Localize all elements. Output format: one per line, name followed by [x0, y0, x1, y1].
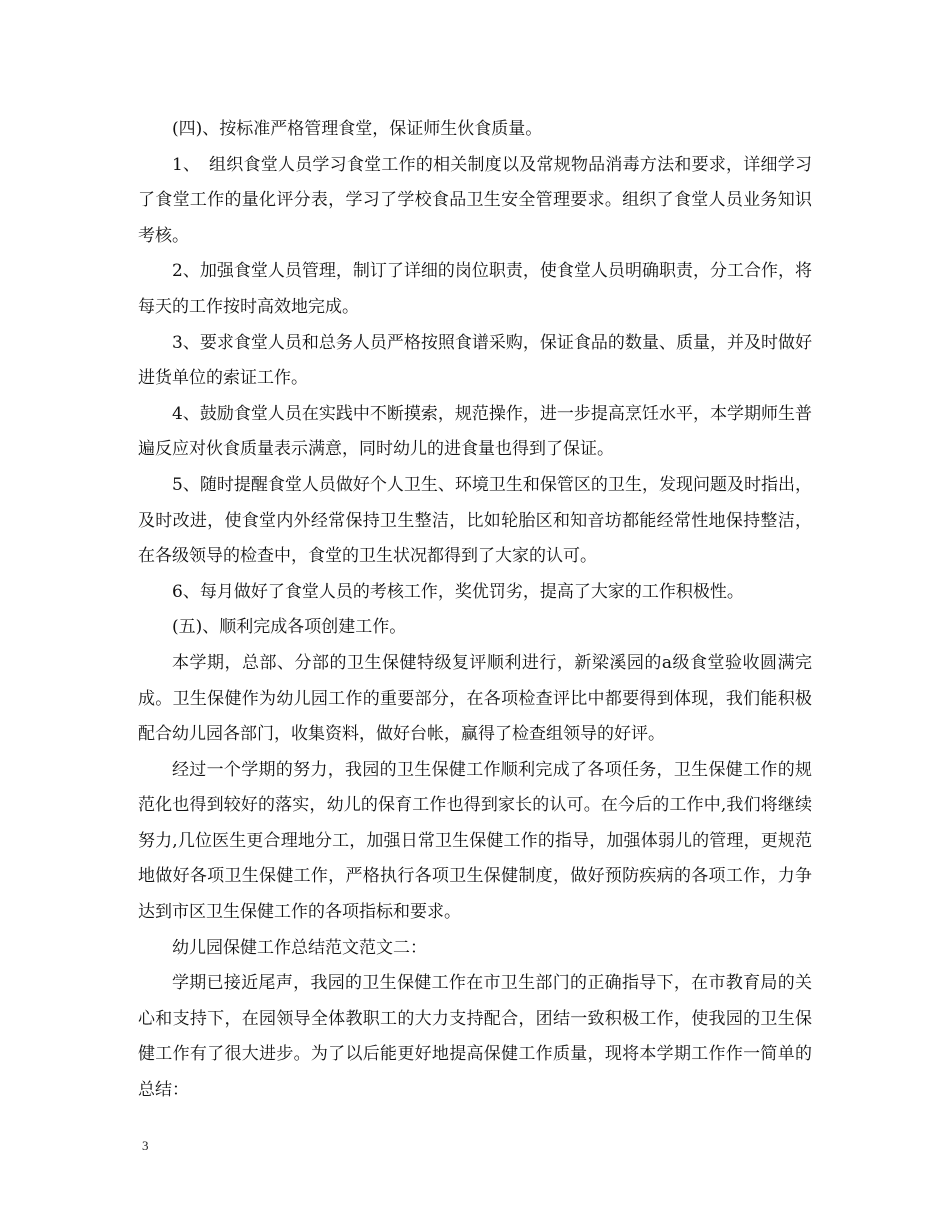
- paragraph-item-4: 4、鼓励食堂人员在实践中不断摸索，规范操作，进一步提高烹饪水平，本学期师生普遍反应对伙食质量表示满意，同时幼儿的进食量也得到了保证。: [138, 403, 812, 460]
- paragraph-item-6: 6、每月做好了食堂人员的考核工作，奖优罚劣，提高了大家的工作积极性。: [172, 581, 744, 602]
- section-heading-canteen: (四)、按标准严格管理食堂，保证师生伙食质量。: [172, 119, 543, 139]
- paragraph-intro-two: 学期已接近尾声，我园的卫生保健工作在市卫生部门的正确指导下，在市教育局的关心和支持下，在园领导全体教职工的大力支持配合，团结一致积极工作，使我园的卫生保健工作有了很大进步。为了以后能更好地提高保健工作质量，现将本学期工作作一简单的总结：: [138, 973, 812, 1101]
- paragraph-item-5: 5、随时提醒食堂人员做好个人卫生、环境卫生和保管区的卫生，发现问题及时指出，及时改进，使食堂内外经常保持卫生整洁，比如轮胎区和知音坊都能经常性地保持整洁，在各级领导的检查中，食堂的卫生状况都得到了大家的认可。: [138, 474, 812, 567]
- page-number: 3: [142, 1138, 149, 1153]
- document-body: [138, 112, 812, 1109]
- paragraph-item-1: 1、 组织食堂人员学习食堂工作的相关制度以及常规物品消毒方法和要求，详细学习了食堂工作的量化评分表，学习了学校食品卫生安全管理要求。组织了食堂人员业务知识考核。: [138, 154, 812, 246]
- section-heading-sample-two: 幼儿园保健工作总结范文范文二：: [172, 937, 427, 958]
- section-heading-creation: (五)、顺利完成各项创建工作。: [172, 617, 407, 638]
- paragraph-item-3: 3、要求食堂人员和总务人员严格按照食谱采购，保证食品的数量、质量，并及时做好进货单位的索证工作。: [138, 332, 812, 389]
- paragraph-summary: 经过一个学期的努力，我园的卫生保健工作顺利完成了各项任务，卫生保健工作的规范化也得到较好的落实，幼儿的保育工作也得到家长的认可。在今后的工作中,我们将继续努力,几位医生更合理地分工，加强日常卫生保健工作的指导，加强体弱儿的管理，更规范地做好各项卫生保健工作，严格执行各项卫生保健制度，做好预防疾病的各项工作，力争达到市区卫生保健工作的各项指标和要求。: [138, 759, 812, 923]
- paragraph-item-2: 2、加强食堂人员管理，制订了详细的岗位职责，使食堂人员明确职责，分工合作，将每天的工作按时高效地完成。: [138, 261, 812, 317]
- paragraph-semester: 本学期，总部、分部的卫生保健特级复评顺利进行，新梁溪园的a级食堂验收圆满完成。卫生保健作为幼儿园工作的重要部分，在各项检查评比中都要得到体现，我们能积极配合幼儿园各部门，收集资料，做好台帐，赢得了检查组领导的好评。: [138, 652, 812, 745]
